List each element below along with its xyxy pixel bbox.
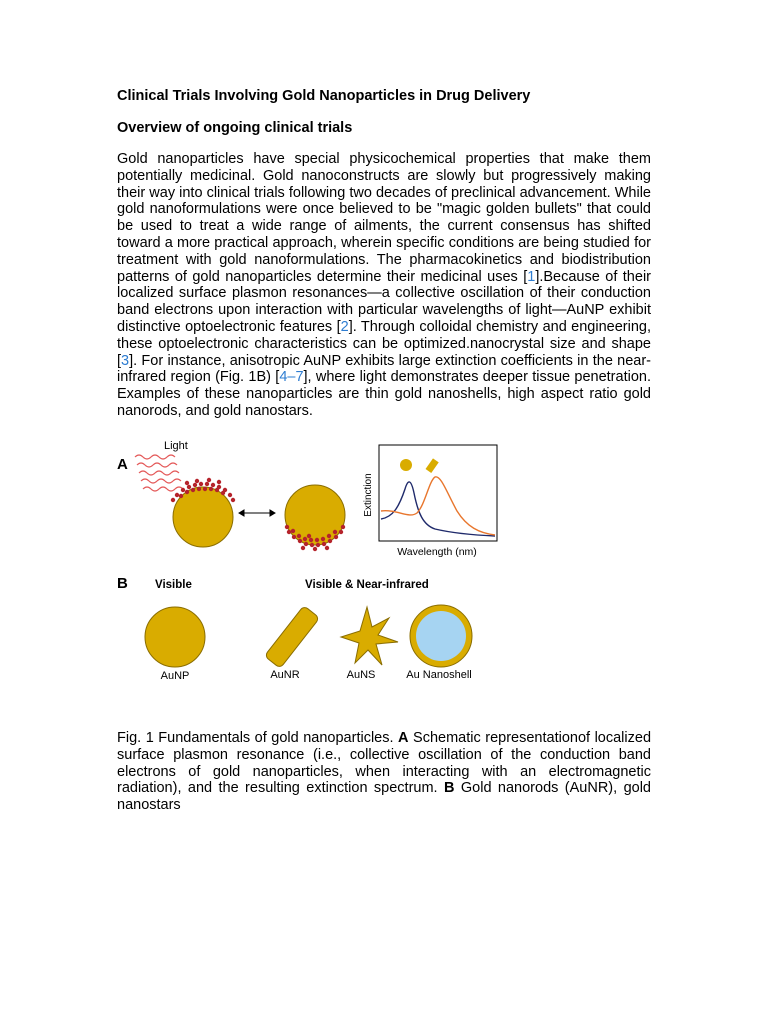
caption-text: Schematic representationof localized surface plasmon resonance (i.e., collective oscillation of the conduction band electrons of gold nanoparticles, when interacting with an electromagnetic radiation), and the resulting extinction spectrum. (117, 730, 652, 797)
light-label: Light (164, 440, 188, 452)
caption-bold: B (444, 780, 455, 797)
extinction-spectrum-plot (363, 445, 497, 558)
citation-link[interactable]: 3 (121, 352, 130, 369)
caption-text: Fig. 1 Fundamentals of gold nanoparticles. (117, 730, 399, 746)
panel-a-label: A (117, 456, 128, 473)
aunp-label: AuNP (160, 670, 190, 682)
paragraph-text: ], where light demonstrates deeper tissue penetration. Examples of these nanoparticles are thin gold nanoshells, high aspect ratio gold nanorods, and gold nanostars. (117, 369, 651, 419)
auns-label: AuNS (346, 669, 376, 681)
panel-b-label: B (117, 575, 128, 592)
aunr-shape (264, 606, 319, 669)
auns-shape (341, 607, 398, 665)
paragraph-text: Gold nanoparticles have special physicochemical properties that make them potentially medicinal. Gold nanoconstructs are slowly but progressively making their way into clinical trials following two decades of preclinical advancement. While gold nanoformulations were once believed to be "magic golden bullets" that could be used to treat a wide range of ailments, the current consensus has shifted toward a more practical approach, wherein specific conditions are being studied for treatment with gold nanoformulations. The pharmacokinetics and biodistribution patterns of gold nanoparticles determine their medicinal uses [ (117, 151, 651, 285)
paragraph-text: ]. For instance, anisotropic AuNP exhibits large extinction coefficients in the near-infrared region (Fig. 1B) [ (117, 352, 651, 386)
citation-link[interactable]: 4–7 (279, 369, 304, 386)
aunr-label: AuNR (270, 669, 300, 681)
citation-link[interactable]: 2 (340, 318, 349, 335)
nanoshell-label: Au Nanoshell (406, 669, 472, 681)
caption-bold: A (398, 730, 409, 746)
paragraph-text: ].Because of their localized surface plasmon resonances—a collective oscillation of their conduction band electrons upon interaction with particular wavelengths of light—AuNP exhibit distinctive optoelectronic features [ (117, 268, 651, 335)
visible-nir-label: Visible & Near-infrared (305, 579, 429, 591)
light-wave-icon (135, 455, 183, 491)
paragraph-text: ]. Through colloidal chemistry and engineering, these optoelectronic characteristics can be optimized.nanocrystal size and shape [ (117, 318, 651, 369)
y-axis-label: Extinction (363, 473, 374, 517)
figure-caption (117, 730, 651, 814)
document-title: Clinical Trials Involving Gold Nanoparticles in Drug Delivery (117, 88, 531, 104)
aunp-shape (145, 607, 205, 667)
oscillation-arrow-icon (239, 510, 275, 516)
section-heading: Overview of ongoing clinical trials (117, 120, 353, 136)
caption-text: Gold nanorods (AuNR), gold nanostars (117, 780, 651, 814)
citation-link[interactable]: 1 (527, 268, 536, 285)
nanoshell-core (416, 611, 466, 661)
figure-gold-nanoparticles (117, 437, 517, 687)
visible-label: Visible (155, 579, 192, 591)
x-axis-label: Wavelength (nm) (397, 546, 477, 558)
body-paragraph (117, 151, 651, 420)
sphere-icon (400, 459, 412, 471)
